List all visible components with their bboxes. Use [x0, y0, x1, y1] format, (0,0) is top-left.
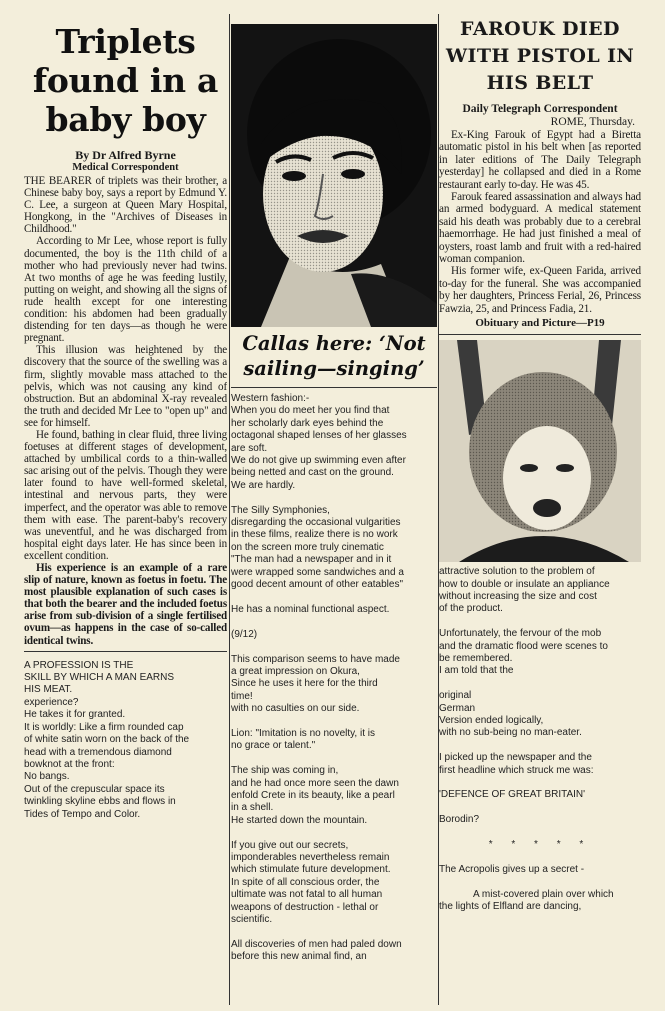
typed-line: with no casulties on our side. [231, 703, 360, 715]
article-paragraph: He found, bathing in clear fluid, three living foetuses at different stages of development, attached by umbilical cords to a thin-walled sac arising out of the pelvis. Though they were later found to have well-formed skeletal, intestinal and nervous parts, they were imperfect, and the operator was able to remove them with ease. The parent-baby's recovery was uneventful, and he was discharged from hospital eight days later. He has since been in excellent condition. [24, 428, 227, 562]
headline-triplets: Triplets found in a baby boy [32, 22, 219, 139]
typed-line [231, 827, 437, 839]
typed-line: No bangs. [24, 771, 70, 783]
typed-line: weapons of destruction - lethal or [231, 901, 379, 913]
typed-line: time! [231, 690, 253, 702]
typed-text-block [231, 393, 437, 964]
typed-line: Tides of Tempo and Color. [24, 808, 141, 820]
photo-caption-callas: Callas here: ‘Not sailing—singing’ [242, 332, 426, 380]
typed-line: being netted and cast on the ground. [231, 467, 394, 479]
typed-line: Lion: "Imitation is no novelty, it is [231, 727, 375, 739]
hooded-figure-photo [439, 340, 641, 562]
headline-farouk: FAROUK DIED WITH PISTOL IN HIS BELT [445, 18, 635, 94]
byline-role: Medical Correspondent [72, 162, 179, 173]
typed-line: Unfortunately, the fervour of the mob [439, 628, 602, 640]
article-paragraph: THE BEARER of triplets was their brother, a Chinese baby boy, says a report by Edmund Y. C. Lee, a surgeon at Queen Mary Hospital, Hongkong, in the "Archives of Diseases in Childhood." [24, 175, 227, 236]
typed-line [439, 851, 641, 863]
typed-line: SKILL BY WHICH A MAN EARNS [24, 672, 175, 684]
typed-line: imponderables nevertheless remain [231, 852, 390, 864]
typed-line [231, 592, 437, 604]
typed-line: attractive solution to the problem of [439, 566, 595, 578]
typed-line: first headline which struck me was: [439, 764, 594, 776]
typed-line: in these films, realize there is no work [231, 529, 398, 541]
hooded-figure-illustration [439, 340, 641, 562]
typed-line: of white satin worn on the back of the [24, 734, 190, 746]
column-farouk [439, 14, 641, 1005]
typed-line [439, 802, 641, 814]
typed-line: We are hardly. [231, 479, 296, 491]
typed-line: I picked up the newspaper and the [439, 752, 592, 764]
typed-line: The Silly Symphonies, [231, 504, 330, 516]
typed-line: good decent amount of other eatables" [231, 579, 404, 591]
article-body-farouk [439, 129, 641, 315]
typed-line: The ship was coming in, [231, 765, 339, 777]
typed-line: "The man had a newspaper and in it [231, 554, 392, 566]
typed-line: are soft. [231, 442, 268, 454]
column-triplets [24, 14, 227, 1005]
typed-line: In spite of all conscious order, the [231, 876, 380, 888]
typed-line: a great impression on Okura, [231, 665, 360, 677]
callas-portrait-photo [231, 24, 437, 327]
typed-line: This comparison seems to have made [231, 653, 400, 665]
article-paragraph: This illusion was heightened by the discovery that the source of the swelling was a firm, slightly movable mass attached to the pelvis, which was not causing any kind of obstruction. But an abdominal X-ray revealed the truth and decided Mr Lee to "open up" and see for himself. [24, 344, 227, 429]
typed-line: on the screen more truly cinematic [231, 541, 384, 553]
typed-line [231, 492, 437, 504]
typed-line: were wrapped some sandwiches and a [231, 566, 404, 578]
typed-line [231, 926, 437, 938]
typed-line [439, 616, 641, 628]
column-callas [231, 14, 437, 1005]
portrait-illustration [231, 24, 437, 327]
typed-line: disregarding the occasional vulgarities [231, 517, 401, 529]
typed-line: how to double or insulate an appliance [439, 578, 610, 590]
typed-line: and the dramatic flood were scenes to [439, 640, 608, 652]
article-paragraph: Ex-King Farouk of Egypt had a Biretta automatic pistol in his belt when [as reported in later editions of The Daily Telegraph yesterday] he collapsed and died in a Rome restaurant early to-day. He was 45. [439, 129, 641, 191]
article-paragraph: Farouk feared assassination and always had an armed bodyguard. A medical statement said his death was probably due to a cerebral haemorrhage. He had just finished a meal of oysters, roast lamb and fruit with a red-haired woman companion. [439, 191, 641, 266]
typed-line [439, 827, 641, 839]
typed-line [231, 641, 437, 653]
typed-line: octagonal shaped lenses of her glasses [231, 430, 407, 442]
typed-line [231, 716, 437, 728]
typed-line: A PROFESSION IS THE [24, 659, 134, 671]
typed-line [439, 678, 641, 690]
typed-line: twinkling skyline ebbs and flows in [24, 796, 176, 808]
typed-line: in a shell. [231, 802, 274, 814]
typed-line: If you give out our secrets, [231, 839, 349, 851]
byline: By Dr Alfred Byrne [75, 148, 176, 162]
article-paragraph: His experience is an example of a rare slip of nature, known as foetus in foetu. The most plausible explanation of such cases is that both the bearer and the included foetus arise from sub-division of a single fertilised ovum—as happens in the case of so-called identical twins. [24, 562, 227, 647]
typed-line: HIS MEAT. [24, 684, 73, 696]
typed-line: We do not give up swimming even after [231, 455, 406, 467]
typed-line: When you do meet her you find that [231, 405, 390, 417]
typed-line: be remembered. [439, 652, 513, 664]
section-divider [439, 334, 641, 335]
typed-line: A mist-covered plain over which [473, 888, 614, 900]
typed-line: scientific. [231, 914, 273, 926]
typed-line: All discoveries of men had paled down [231, 938, 402, 950]
correspondent-line: Daily Telegraph Correspondent [462, 103, 618, 115]
typed-line: no grace or talent." [231, 740, 316, 752]
typed-line: her scholarly dark eyes behind the [231, 417, 384, 429]
typed-line: Since he uses it here for the third [231, 678, 378, 690]
typed-line: Version ended logically, [439, 714, 544, 726]
typed-line: ultimate was not fatal to all human [231, 889, 383, 901]
section-divider [231, 387, 437, 388]
typed-line: which stimulate future development. [231, 864, 391, 876]
typed-line: head with a tremendous diamond [24, 746, 172, 758]
dateline: ROME, Thursday. [550, 116, 635, 128]
typed-line: Western fashion:- [231, 393, 310, 404]
typed-line: It is worldly: Like a firm rounded cap [24, 721, 184, 733]
typed-line: The Acropolis gives up a secret - [439, 863, 585, 875]
typed-line: He started down the mountain. [231, 814, 368, 826]
typed-text-block [24, 660, 227, 821]
typed-line [439, 876, 641, 888]
typed-line: I am told that the [439, 665, 514, 677]
typed-line: (9/12) [231, 628, 258, 640]
section-divider [24, 651, 227, 652]
typed-line: Borodin? [439, 814, 480, 826]
typed-line: without increasing the size and cost [439, 590, 597, 602]
typed-line: He has a nominal functional aspect. [231, 603, 390, 615]
typed-line: and he had once more seen the dawn [231, 777, 399, 789]
typed-line [231, 616, 437, 628]
typed-line: before this new animal find, an [231, 951, 367, 963]
typed-line: enfold Crete in its beauty, like a pearl [231, 790, 395, 801]
typed-text-block [439, 566, 641, 913]
obituary-reference: Obituary and Picture—P19 [475, 317, 605, 330]
typed-line: bowknot at the front: [24, 758, 115, 770]
typed-line: original [439, 690, 472, 702]
article-paragraph: His former wife, ex-Queen Farida, arrived to-day for the funeral. She was accompanied by her daughters, Princess Ferial, 26, Princess Fawzia, 25, and Princess Fadia, 21. [439, 265, 641, 315]
typed-line: German [439, 702, 476, 714]
typed-line [439, 777, 641, 789]
typed-line: 'DEFENCE OF GREAT BRITAIN' [439, 789, 586, 801]
typed-line: * * * * * [488, 839, 592, 851]
article-paragraph: According to Mr Lee, whose report is fully documented, the boy is the 11th child of a mother who had previously never had twins. At two months of age he was feeding lustily, putting on weight, and showing all the signs of rude health except for one interesting condition: his abdomen had been gradually distending for ten days—as though he were pregnant. [24, 235, 227, 345]
typed-line: the lights of Elfland are dancing, [439, 901, 582, 913]
typed-line: experience? [24, 696, 79, 708]
typed-line: Out of the crepuscular space its [24, 783, 165, 795]
typed-line [439, 740, 641, 752]
column-rule [229, 14, 230, 1005]
typed-line: He takes it for granted. [24, 709, 126, 721]
typed-line: with no sub-being no man-eater. [439, 727, 582, 739]
typed-line: of the product. [439, 603, 503, 615]
typed-line [231, 753, 437, 765]
article-body-triplets [24, 175, 227, 647]
